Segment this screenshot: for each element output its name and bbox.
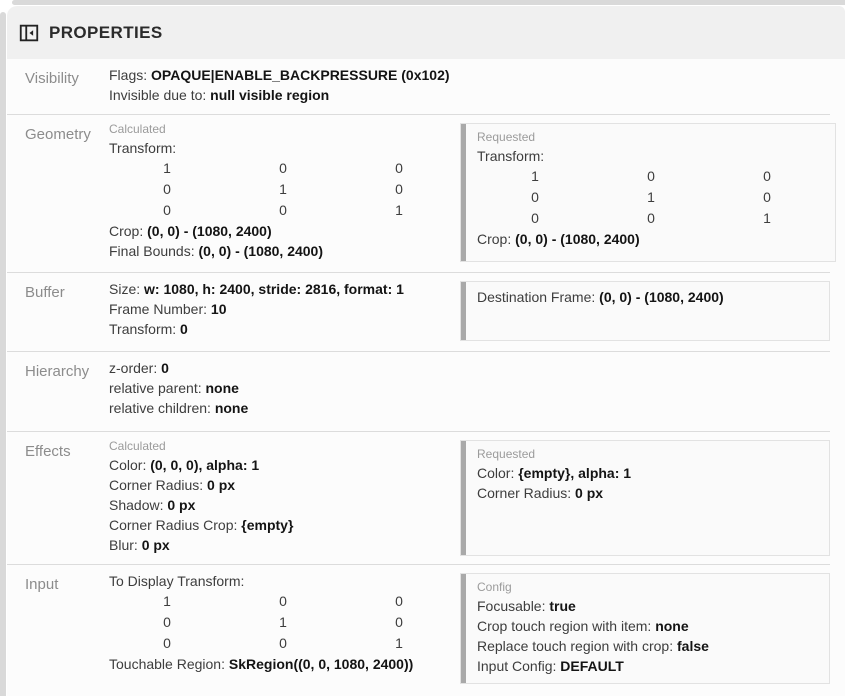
property-key: Crop:: [477, 231, 516, 247]
properties-header: [7, 6, 845, 59]
property-key: Color:: [477, 465, 519, 481]
matrix-cell: 1: [279, 614, 287, 630]
property-row: [477, 596, 819, 616]
property-value: none: [214, 400, 249, 416]
property-row: [109, 571, 460, 591]
property-row: [477, 616, 819, 636]
property-row: [109, 319, 460, 339]
property-row: [477, 636, 819, 656]
property-value: (0, 0) - (1080, 2400): [198, 243, 324, 259]
matrix-cell: 0: [279, 635, 287, 651]
matrix-cell: 0: [531, 189, 539, 205]
property-key: Transform:: [477, 148, 545, 164]
property-key: To Display Transform:: [109, 573, 245, 589]
matrix-cell: 0: [163, 614, 171, 630]
section-label: Visibility: [25, 70, 79, 87]
property-row: [109, 475, 460, 495]
property-row: [109, 455, 460, 475]
matrix-cell: 0: [395, 181, 403, 197]
section-main-column: [109, 438, 460, 555]
property-key: Destination Frame:: [477, 289, 600, 305]
property-row: [109, 358, 460, 378]
property-row: [109, 654, 460, 674]
property-row: [109, 279, 460, 299]
matrix-cell: 1: [279, 181, 287, 197]
property-key: Corner Radius:: [477, 485, 576, 501]
property-key: Invisible due to:: [109, 87, 211, 103]
section-side-panel: [460, 573, 830, 684]
matrix-cell: 1: [163, 160, 171, 176]
property-value: (0, 0, 0), alpha: 1: [150, 457, 260, 473]
section-main-column: [109, 571, 460, 674]
matrix-cell: 0: [163, 202, 171, 218]
transform-matrix: [109, 591, 460, 654]
property-value: DEFAULT: [560, 658, 624, 674]
property-key: relative parent:: [109, 380, 206, 396]
section-hierarchy: [7, 352, 830, 432]
property-row: [109, 378, 460, 398]
panel-title: PROPERTIES: [49, 22, 163, 42]
section-input: [7, 565, 830, 696]
property-row: [109, 85, 460, 105]
property-key: relative children:: [109, 400, 215, 416]
property-value: 0 px: [141, 537, 170, 553]
matrix-cell: 0: [395, 160, 403, 176]
property-value: {empty}: [241, 517, 294, 533]
property-value: true: [549, 598, 576, 614]
matrix-cell: 0: [163, 635, 171, 651]
matrix-cell: 0: [279, 160, 287, 176]
property-value: OPAQUE|ENABLE_BACKPRESSURE (0x102): [151, 67, 450, 83]
matrix-cell: 0: [531, 210, 539, 226]
property-value: (0, 0) - (1080, 2400): [599, 289, 724, 305]
property-row: [109, 299, 460, 319]
side-panel-content: [466, 441, 829, 555]
section-visibility: [7, 59, 830, 115]
adjacent-panel-edge-left: [0, 12, 6, 696]
property-value: SkRegion((0, 0, 1080, 2400)): [228, 656, 414, 672]
section-buffer: [7, 273, 830, 352]
matrix-cell: 0: [279, 593, 287, 609]
property-key: Crop:: [109, 223, 148, 239]
column-caption: Calculated: [109, 439, 166, 453]
property-key: Frame Number:: [109, 301, 211, 317]
property-value: (0, 0) - (1080, 2400): [147, 223, 272, 239]
property-key: Shadow:: [109, 497, 168, 513]
property-value: 0 px: [167, 497, 196, 513]
matrix-cell: 1: [395, 635, 403, 651]
property-key: Blur:: [109, 537, 142, 553]
section-main-column: [109, 65, 460, 105]
property-value: none: [205, 380, 239, 396]
matrix-cell: 0: [763, 189, 771, 205]
column-caption: Requested: [477, 130, 536, 144]
property-row: [477, 483, 819, 503]
property-key: Corner Radius Crop:: [109, 517, 242, 533]
property-value: false: [677, 638, 709, 654]
property-row: [477, 146, 825, 166]
property-key: Final Bounds:: [109, 243, 199, 259]
matrix-cell: 0: [647, 168, 655, 184]
matrix-cell: 0: [395, 593, 403, 609]
property-key: Flags:: [109, 67, 152, 83]
property-key: Replace touch region with crop:: [477, 638, 677, 654]
section-label: Input: [25, 576, 59, 593]
collapse-panel-icon[interactable]: [18, 22, 40, 44]
properties-panel: [7, 6, 845, 696]
property-row: [109, 138, 460, 158]
transform-matrix: [477, 166, 825, 229]
matrix-cell: 1: [647, 189, 655, 205]
property-value: 0 px: [207, 477, 236, 493]
section-label: Effects: [25, 443, 71, 460]
property-row: [477, 287, 819, 307]
property-value: w: 1080, h: 2400, stride: 2816, format: 1: [144, 281, 404, 297]
matrix-cell: 1: [763, 210, 771, 226]
section-label: Hierarchy: [25, 363, 90, 380]
side-panel-content: [466, 124, 835, 261]
property-key: Focusable:: [477, 598, 550, 614]
transform-matrix: [109, 158, 460, 221]
matrix-cell: 1: [531, 168, 539, 184]
side-panel-content: [466, 574, 829, 683]
property-value: {empty}, alpha: 1: [518, 465, 632, 481]
side-panel-content: [466, 282, 829, 340]
property-row: [109, 65, 460, 85]
properties-sections: [7, 59, 845, 696]
property-key: Transform:: [109, 140, 177, 156]
property-key: Transform:: [109, 321, 181, 337]
matrix-cell: 0: [395, 614, 403, 630]
property-row: [109, 535, 460, 555]
section-main-column: [109, 358, 460, 418]
property-row: [109, 495, 460, 515]
matrix-cell: 0: [279, 202, 287, 218]
property-key: Size:: [109, 281, 145, 297]
matrix-cell: 0: [647, 210, 655, 226]
property-key: Input Config:: [477, 658, 561, 674]
property-row: [477, 656, 819, 676]
property-value: 10: [210, 301, 227, 317]
matrix-cell: 1: [163, 593, 171, 609]
property-key: z-order:: [109, 360, 162, 376]
section-side-panel: [460, 440, 830, 556]
section-geometry: [7, 115, 830, 273]
property-key: Color:: [109, 457, 151, 473]
property-value: 0 px: [575, 485, 604, 501]
property-row: [477, 463, 819, 483]
property-row: [477, 229, 825, 249]
section-label: Geometry: [25, 126, 91, 143]
property-row: [109, 241, 460, 261]
section-main-column: [109, 279, 460, 339]
matrix-cell: 0: [163, 181, 171, 197]
property-value: 0: [161, 360, 169, 376]
section-side-panel: [460, 123, 836, 262]
property-value: null visible region: [210, 87, 330, 103]
column-caption: Requested: [477, 447, 536, 461]
matrix-cell: 0: [763, 168, 771, 184]
section-effects: [7, 432, 830, 565]
property-row: [109, 221, 460, 241]
property-value: 0: [180, 321, 188, 337]
matrix-cell: 1: [395, 202, 403, 218]
column-caption: Calculated: [109, 122, 166, 136]
property-key: Corner Radius:: [109, 477, 208, 493]
property-value: none: [655, 618, 689, 634]
property-row: [109, 515, 460, 535]
property-key: Touchable Region:: [109, 656, 229, 672]
adjacent-panel-edge-top: [12, 0, 845, 5]
property-value: (0, 0) - (1080, 2400): [515, 231, 640, 247]
property-key: Crop touch region with item:: [477, 618, 656, 634]
section-main-column: [109, 121, 460, 261]
section-label: Buffer: [25, 284, 65, 301]
section-side-panel: [460, 281, 830, 341]
property-row: [109, 398, 460, 418]
column-caption: Config: [477, 580, 512, 594]
